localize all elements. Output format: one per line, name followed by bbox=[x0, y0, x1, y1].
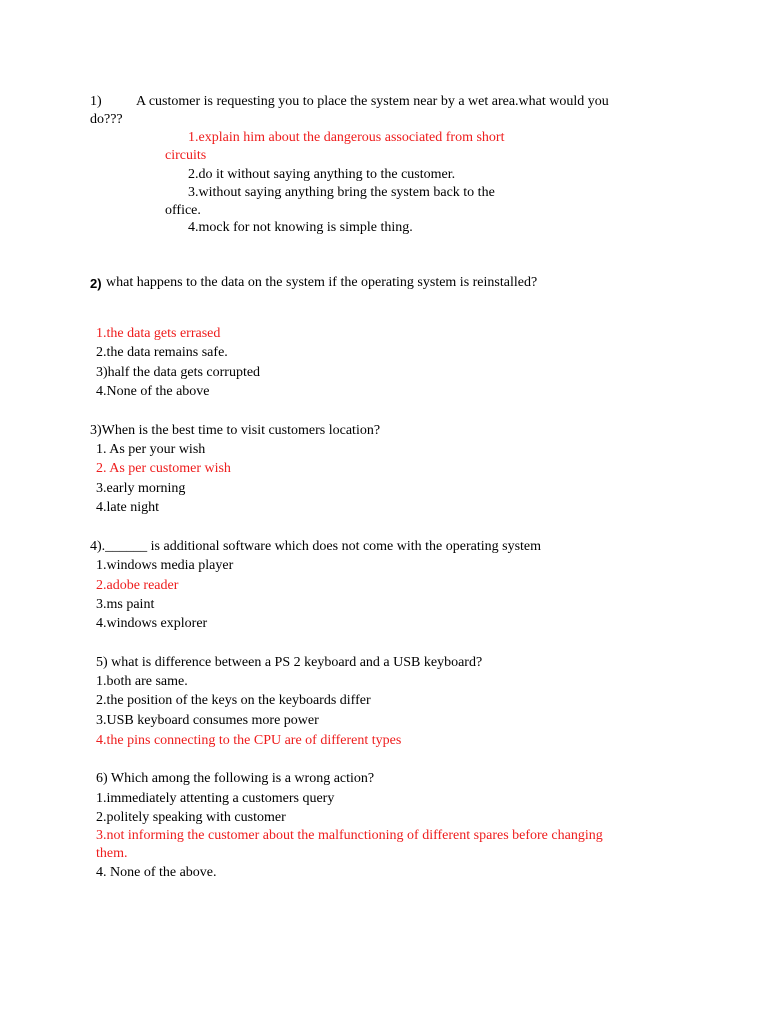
q1-option-2: 2.do it without saying anything to the customer. bbox=[188, 167, 456, 182]
q1-number: 1) bbox=[90, 94, 102, 109]
q1-option-3: 3.without saying anything bring the system back to the bbox=[188, 185, 495, 200]
q2-option-4: 4.None of the above bbox=[96, 384, 210, 399]
q2-number: 2) bbox=[90, 276, 102, 291]
q3-option-1: 1. As per your wish bbox=[96, 442, 206, 457]
q6-option-2: 2.politely speaking with customer bbox=[96, 810, 286, 825]
q1-option-3-cont: office. bbox=[165, 203, 201, 218]
q3-option-4: 4.late night bbox=[96, 500, 159, 515]
q1-question: A customer is requesting you to place the system near by a wet area.what would you bbox=[136, 94, 609, 109]
q5-question: 5) what is difference between a PS 2 keyboard and a USB keyboard? bbox=[96, 655, 483, 670]
q3-option-2-answer: 2. As per customer wish bbox=[96, 461, 231, 476]
q5-option-2: 2.the position of the keys on the keyboards differ bbox=[96, 693, 371, 708]
q4-option-4: 4.windows explorer bbox=[96, 616, 208, 631]
q4-option-3: 3.ms paint bbox=[96, 597, 155, 612]
q1-option-1-cont: circuits bbox=[165, 148, 207, 163]
q6-option-4: 4. None of the above. bbox=[96, 865, 217, 880]
q1-option-1-answer: 1.explain him about the dangerous associated from short bbox=[188, 130, 505, 145]
q6-option-1: 1.immediately attenting a customers query bbox=[96, 791, 335, 806]
q3-option-3: 3.early morning bbox=[96, 481, 186, 496]
q5-option-3: 3.USB keyboard consumes more power bbox=[96, 713, 319, 728]
q5-option-1: 1.both are same. bbox=[96, 674, 188, 689]
q6-question: 6) Which among the following is a wrong action? bbox=[96, 771, 375, 786]
q6-option-3-answer: 3.not informing the customer about the malfunctioning of different spares before changing bbox=[96, 828, 603, 843]
q5-option-4-answer: 4.the pins connecting to the CPU are of different types bbox=[96, 733, 402, 748]
q1-option-4: 4.mock for not knowing is simple thing. bbox=[188, 220, 413, 235]
q2-option-2: 2.the data remains safe. bbox=[96, 345, 228, 360]
q3-question: 3)When is the best time to visit customers location? bbox=[90, 423, 381, 438]
q4-question: 4).______ is additional software which does not come with the operating system bbox=[90, 539, 542, 554]
q4-option-2-answer: 2.adobe reader bbox=[96, 578, 179, 593]
q2-question: what happens to the data on the system if the operating system is reinstalled? bbox=[106, 275, 538, 290]
q1-question-cont: do??? bbox=[90, 112, 123, 127]
q4-option-1: 1.windows media player bbox=[96, 558, 234, 573]
q6-option-3-cont: them. bbox=[96, 846, 128, 861]
q2-option-3: 3)half the data gets corrupted bbox=[96, 365, 261, 380]
q2-option-1-answer: 1.the data gets errased bbox=[96, 326, 221, 341]
